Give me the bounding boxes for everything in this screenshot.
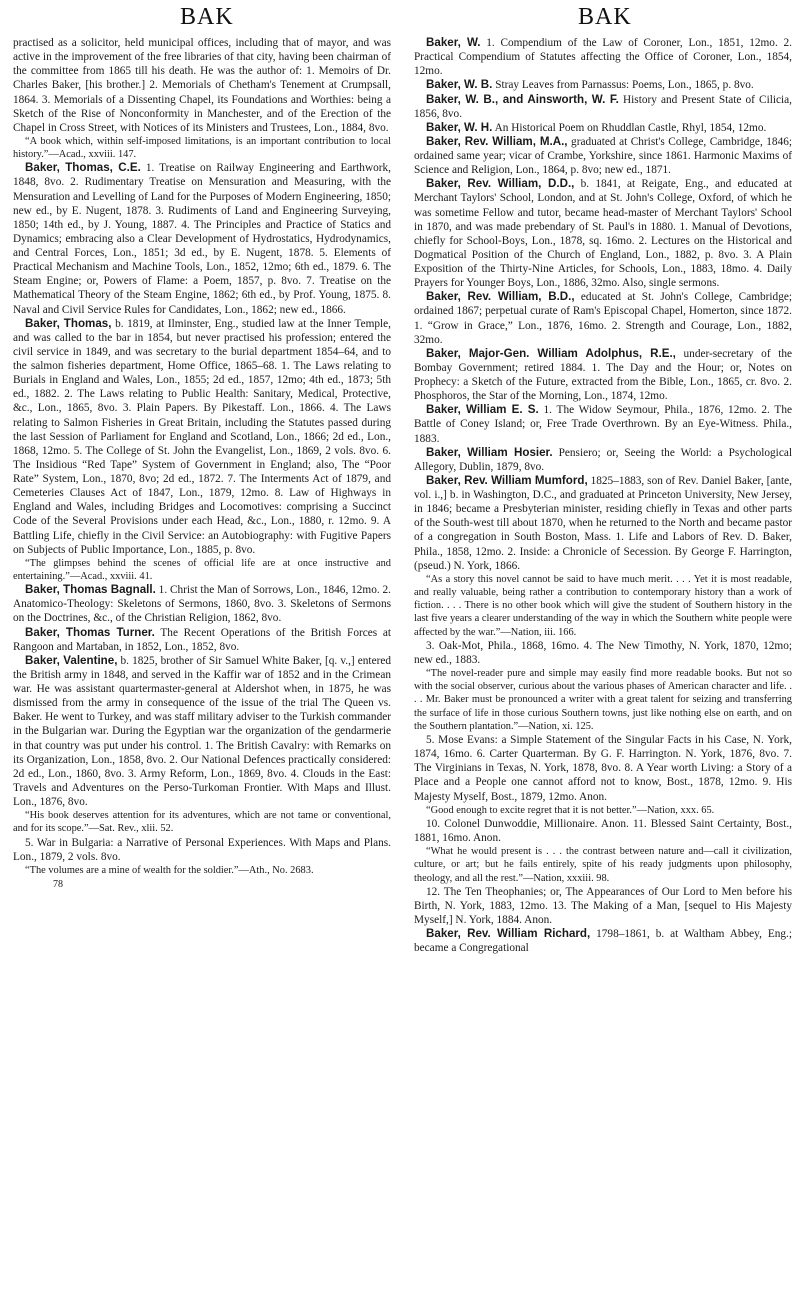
entry-text: b. 1819, at Ilminster, Eng., studied law at the Inner Temple, and was called to the bar in 1854, but never practised his profession; entered the civil service in 1849, and was secretary to the burial department 1854–64, and to the salmon fisheries department, Home Office, 1865–68. 1. The Laws relating to Burials in England and Wales, Lon., 1855; 2d ed., 1857, 12mo; 4th ed., 1873; 5th ed., 1882. 2. The Laws relating to Public Health: Sanitary, Medical, Protective, &c., Lon., 1865, 8vo. 3. Plain Papers. By Pikestaff. Lon., 1866. 4. The Laws relating to Salmon Fisheries in Great Britain, including the Statutes passed during the last Session of Parliament for England and Scotland, Lon., 1866; 2d ed., Lon., 1868, 12mo. 5. The College of St. John the Evangelist, Lon., 1869, 2 vols. 8vo. 6. The Insidious “Red Tape” System of Government in England; also, The “Poor Rate” System, Lon., 1870, 8vo; 2d ed., 1872. 7. The Interments Act of 1879, and Cemeteries Clauses Act of 1847, Lon., 1879, 12mo. 8. Law of Highways in England and Wales, including Bridges and Locomotives: comprising a Succinct Code of the Several Provisions under each Head, &c., Lon., 1880, r. 12mo. 9. A Battling Life, chiefly in the Civil Service: an Autobiography: with Fugitive Papers on Subjects of Public Importance, Lon., 1885, p. 8vo. [13, 317, 392, 556]
entry-headword: Baker, Rev. William, B.D., [426, 290, 575, 304]
entry-text: “The novel-reader pure and simple may easily find more readable books. But not so with the social observer, curious about the various phases of American character and life. . . . Mr. Baker must be pronounced a writer with a great talent for seizing and transferring the surface of life in those curious Southern towns, just like nothing else on earth, and on the Southern plantation.”—Nation, xi. 125. [414, 668, 792, 732]
quotation [13, 864, 391, 877]
quotation [414, 845, 792, 885]
quotation [414, 667, 792, 733]
entry-headword: Baker, W. H. [426, 120, 493, 134]
entry-headword: Baker, Thomas Turner. [25, 625, 155, 639]
entry [414, 347, 792, 404]
entry [414, 121, 792, 135]
entry-text: 1. The Widow Seymour, Phila., 1876, 12mo. 2. The Battle of Coney Island; or, Free Trade Overthrown. By an Eye-Witness. Phila., 1883. [414, 404, 792, 445]
entry-headword: Baker, W. B., and Ainsworth, W. F. [426, 92, 619, 106]
entry-text: 1. Compendium of the Law of Coroner, Lon., 1851, 12mo. 2. Practical Compendium of Statutes affecting the Office of Coroner, Lon., 1854, 12mo. [414, 37, 792, 78]
entry-continuation [414, 817, 792, 845]
quotation [414, 573, 792, 639]
entry-headword: Baker, William Hosier. [426, 445, 553, 459]
entry-headword: Baker, W. B. [426, 78, 493, 92]
entry-text: 1. Christ the Man of Sorrows, Lon., 1846, 12mo. 2. Anatomico-Theology: Skeletons of Sermons, 1860, 8vo. 3. Skeletons of Sermons on the Doctrines, &c., of the Christian Religion, 1862, 8vo. [13, 584, 391, 625]
left-column [13, 36, 391, 892]
entry [13, 626, 391, 654]
entry-headword: Baker, Thomas Bagnall. [25, 583, 156, 597]
entry-continuation [414, 733, 792, 804]
entry [13, 161, 391, 316]
entry-headword: Baker, Valentine, [25, 653, 118, 667]
entry-text: “Good enough to excite regret that it is not better.”—Nation, xxx. 65. [426, 804, 715, 816]
quotation [414, 804, 792, 817]
entry-continuation [13, 836, 391, 864]
running-head-right: BAK [578, 4, 632, 30]
entry [414, 290, 792, 347]
entry [13, 583, 391, 625]
entry-text: The Recent Operations of the British Forces at Rangoon and Martaban, in 1852, Lon., 1852, 8vo. [13, 626, 391, 653]
entry-text: 12. The Ten Theophanies; or, The Appearances of Our Lord to Men before his Birth, N. York, 1883, 12mo. 13. The Making of a Man, [sequel to His Majesty Myself,] N. York, 1884. Anon. [414, 885, 792, 926]
entry-headword: Baker, Rev. William, D.D., [426, 177, 575, 191]
entry-headword: Baker, Rev. William Mumford, [426, 473, 588, 487]
right-column [414, 36, 792, 955]
entry-text: 1798–1861, b. at Waltham Abbey, Eng.; became a Congregational [414, 928, 792, 955]
entry-text: 5. War in Bulgaria: a Narrative of Personal Experiences. With Maps and Plans. Lon., 1879, 2 vols. 8vo. [13, 836, 391, 863]
entry-headword: Baker, Rev. William Richard, [426, 927, 591, 941]
entry [414, 78, 792, 92]
quotation [13, 809, 391, 835]
entry-text: Stray Leaves from Parnassus: Poems, Lon., 1865, p. 8vo. [495, 79, 754, 92]
entry [13, 654, 391, 809]
entry-headword: Baker, Major-Gen. William Adolphus, R.E., [426, 346, 676, 360]
entry [414, 177, 792, 290]
entry-text: 5. Mose Evans: a Simple Statement of the Singular Facts in his Case, N. York, 1874, 16mo. 6. Carter Quarterman. By G. F. Harrington. N. York, 1876, 8vo. 7. The Virginians in Texas, N. York, 1878, 8vo. 8. A Year worth Living: a Story of a Place and a People one cannot afford not to know, Bost., 1878, 12mo. 9. His Majesty Myself, Bost., 1879, 12mo. Anon. [414, 734, 792, 803]
entry-text: Pensiero; or, Seeing the World: a Psychological Allegory, Dublin, 1879, 8vo. [414, 446, 792, 473]
entry-headword: Baker, Thomas, C.E. [25, 161, 141, 175]
entry-text: An Historical Poem on Rhuddlan Castle, Rhyl, 1854, 12mo. [494, 121, 767, 134]
entry-text: practised as a solicitor, held municipal offices, including that of mayor, and was active in the improvement of the free libraries of that city, having been chairman of the committee from 1865 till his death. He was the author of: 1. Memoirs of Dr. Charles Baker, [his brother.] 2. Memorials of Chetham's Tenement at Crumpsall, 1864. 3. Memorials of a Dissenting Chapel, its Foundations and Worthies: being a Sketch of the Rise of Nonconformity in Manchester, and of the Erection of the Chapel in Cross Street, with Notices of its Ministers and Trustees, Lon., 1884, 8vo. [13, 37, 391, 134]
entry [414, 474, 792, 573]
entry-headword: Baker, W. [426, 36, 481, 49]
entry-text: 10. Colonel Dunwoddie, Millionaire. Anon. 11. Blessed Saint Certainty, Bost., 1881, 16mo. Anon. [414, 817, 792, 844]
entry-text: “What he would present is . . . the contrast between nature and—call it civilization, culture, or art; but he fails entirely, spite of his ready judgments upon philosophy, theology, and all the rest.”—Nation, xxxiii. 98. [414, 846, 792, 884]
entry-continuation [414, 885, 792, 927]
entry-text: educated at St. John's College, Cambridge; ordained 1867; perpetual curate of Ram's Episcopal Chapel, Homerton, since 1872. 1. “Grow in Grace,” Lon., 1876, 16mo. 2. Strength and Courage, Lon., 1882, 32mo. [414, 291, 792, 346]
entry-headword: Baker, Thomas, [25, 316, 112, 330]
quotation [13, 557, 391, 583]
entry-text: under-secretary of the Bombay Government; retired 1884. 1. The Day and the Hour; or, Notes on Prophecy: a Sketch of the Future, extracted from the Bible, Lon., 1865, cr. 8vo. 2. Phosphoros, the Star of the Morning, Lon., 1874, 12mo. [414, 347, 792, 403]
entry-continuation [414, 639, 792, 667]
entry [414, 403, 792, 445]
page-number: 78 [53, 879, 63, 891]
entry [414, 93, 792, 121]
entry-text: “His book deserves attention for its adventures, which are not tame or conventional, and for its scope.”—Sat. Rev., xlii. 52. [13, 810, 391, 835]
entry-headword: Baker, Rev. William, M.A., [426, 134, 568, 148]
quotation [13, 135, 391, 161]
entry-text: 3. Oak-Mot, Phila., 1868, 16mo. 4. The New Timothy, N. York, 1870, 12mo; new ed., 1883. [414, 639, 792, 666]
entry-text: graduated at Christ's College, Cambridge, 1846; ordained same year; vicar of Crambe, Yorkshire, since 1861. Harmonic Maxims of Science and Religion, Lon., 1864, p. 8vo; new ed., 1871. [414, 135, 793, 177]
entry [414, 36, 792, 78]
entry-text: b. 1841, at Reigate, Eng., and educated at Merchant Taylors' School, London, and at St. John's College, Oxford, of which he was sometime Fellow and tutor, became head-master of Merchant Taylors' School in 1870, and was made prebendary of St. Paul's in 1880. 1. Manual of Devotions, chiefly for School-Boys, Lon., 1878, sq. 16mo. 2. Lectures on the Historical and Dogmatical Position of the Church of England, Lon., 1882, p. 8vo. 3. A Plain Exposition of the Thirty-Nine Articles, for Schools, Lon., 1883, 18mo. 4. Daily Prayers for Younger Boys, Lon., 1886, 32mo. Also, single sermons. [414, 178, 793, 290]
entry-text: 1825–1883, son of Rev. Daniel Baker, [ante, vol. i.,] b. in Washington, D.C., and graduated at Princeton University, New Jersey, in 1846; became a Presbyterian minister, residing chiefly in Texas and other parts of the South-west till about 1870, when he returned to the North and became pastor of a congregation in South Boston, Mass. 1. Life and Labors of Rev. D. Baker, Phila., 1858, 12mo. 2. Inside: a Chronicle of Secession. By George F. Harrington, (pseud.) N. York, 1866. [414, 474, 793, 572]
entry-text: “The glimpses behind the scenes of official life are at once instructive and entertaining.”—Acad., xxviii. 41. [13, 557, 391, 582]
entry-text: History and Present State of Cilicia, 1856, 8vo. [414, 93, 792, 120]
entry-text: “As a story this novel cannot be said to have much merit. . . . Yet it is most readable, and really valuable, being rather a contribution to contemporary history than a work of fiction. . . . There is no other book which will give the student of Southern history in the last five years a clearer understanding of the way in which the Southern white people were affected by the war.”—Nation, iii. 166. [414, 573, 792, 638]
entry-headword: Baker, William E. S. [426, 403, 539, 417]
entry [414, 927, 792, 955]
entry-text: “The volumes are a mine of wealth for the soldier.”—Ath., No. 2683. [25, 864, 314, 876]
entry [414, 446, 792, 474]
entry-text: “A book which, within self-imposed limitations, is an important contribution to local history.”—Acad., xxviii. 147. [13, 135, 391, 161]
running-head-left: BAK [180, 4, 234, 30]
entry [13, 317, 391, 557]
entry-continuation [13, 36, 391, 135]
entry [414, 135, 792, 177]
entry-text: b. 1825, brother of Sir Samuel White Baker, [q. v.,] entered the British army in 1848, and served in the Kaffir war of 1852 and in the Crimean war. He was assistant quartermaster-general at Aldershot when, in 1875, he was dismissed from the army in consequence of the issue of the trial The Queen vs. Baker. He went to Turkey, and was staff military adviser to the Turkish commander in the Bulgarian war. During the Egyptian war the organization of the gendarmerie in that country was put under his control. 1. The British Cavalry: with Remarks on its Organization, Lon., 1858, 8vo. 2. Our National Defences practically considered: 2d ed., Lon., 1860, 8vo. 3. Army Reform, Lon., 1869, 8vo. 4. Clouds in the East: Travels and Adventures on the Perso-Turkoman Frontier. With Maps and Illust. Lon., 1876, 8vo. [13, 654, 392, 809]
entry-text: 1. Treatise on Railway Engineering and Earthwork, 1848, 8vo. 2. Rudimentary Treatise on Mensuration and Measuring, with the Mensuration and Levelling of Land for the Purposes of Modern Engineering, 1850; new ed., by E. Nugent, 1878. 3. Rudiments of Land and Engineering Surveying, 1850; 14th ed., by J. Young, 1887. 4. The Principles and Practice of Statics and Dynamics; embracing also a Clear Development of Hydrostatics, Hydrodynamics, and Central Forces, Lon., 1851; 3d ed., by E. Nugent, 1878. 5. Elements of Practical Mechanism and Machine Tools, Lon., 1852, 12mo; 6th ed., 1879. 6. The Steam Engine; or, Powers of Flame: a Poem, 1857, p. 8vo. 7. Treatise on the Mathematical Theory of the Steam Engine, 1862; 6th ed., by Prof. Young, 1875. 8. Naval and Civil Service Rules for Candidates, Lon., 1862; new ed., 1866. [13, 162, 391, 316]
